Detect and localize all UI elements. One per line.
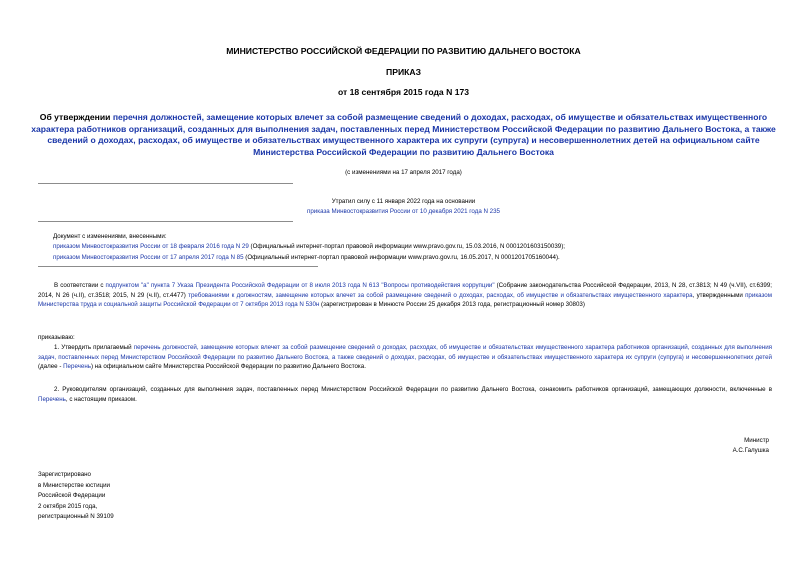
signatory-position: Министр: [744, 437, 769, 444]
list-short-link[interactable]: Перечень: [38, 395, 66, 403]
signature-block: [733, 436, 769, 455]
decree-link[interactable]: подпунктом "а" пункта 7 Указа Президента Российской Федерации от 8 июля 2013 года N 613 "Вопросы противодействия коррупции": [105, 282, 495, 289]
document-date-number: от 18 сентября 2015 года N 173: [337, 87, 470, 97]
changes-link[interactable]: приказом Минвостокразвития России от 17 апреля 2017 года N 85: [53, 254, 244, 261]
changes-intro: Документ с изменениями, внесенными:: [53, 233, 167, 240]
order-word: приказываю:: [38, 334, 75, 341]
title-list-link[interactable]: перечня должностей, замещение которых влечет за собой размещение сведений о доходах, расходах, об имуществе и обязательствах имущественного характера работников организаций, созданных для выполнения задач, поставленных перед Министерством Российской Федерации по развитию Дальнего Востока, а также сведений о доходах, расходах, об имуществе и обязательствах имущественного характера их супруги (супруга) и несовершеннолетних детей на официальном сайте Министерства Российской Федерации по развитию Дальнего Востока: [31, 112, 776, 158]
registration-line: регистрационный N 39109: [38, 513, 114, 521]
changes-text: (Официальный интернет-портал правовой информации www.pravo.gov.ru, 16.05.2017, N 0001201705160044).: [243, 254, 560, 261]
item-text: , с настоящим приказом.: [65, 395, 137, 403]
item-text: 2. Руководителям организаций, созданных для выполнения задач, поставленных перед Министерством Российской Федерации по развитию Дальнего Востока, ознакомить работников организаций, замещающих должности, включенные в: [54, 386, 772, 393]
preamble-text: (Собрание законодательства Российской Федерации, 2013, N 28, ст.3813; N 49 (ч.VII), ст.6399; 2014, N 26 (ч.II), ст.3518; 2015, N 29 (ч.II), ст.4477): [38, 282, 772, 299]
preamble-text: В соответствии с: [54, 282, 106, 289]
list-short-link[interactable]: Перечень: [63, 363, 91, 371]
signatory-name: А.С.Галушка: [732, 446, 769, 454]
title-prefix: Об утверждении: [39, 112, 113, 122]
registration-line: 2 октября 2015 года,: [38, 502, 98, 510]
expiry-link[interactable]: приказа Минвостокразвития России от 10 декабря 2021 года N 235: [307, 208, 500, 215]
changes-text: (Официальный интернет-портал правовой информации www.pravo.gov.ru, 15.03.2016, N 0001201603150039);: [248, 243, 565, 250]
registration-line: Российской Федерации: [38, 492, 106, 500]
document-type: ПРИКАЗ: [386, 67, 421, 77]
labor-ministry-order-link[interactable]: приказом Министерства труда и социальной защиты Российской Федерации от 7 октября 2013 года N 530н: [38, 291, 773, 309]
document-title: [30, 112, 777, 159]
ministry-heading: МИНИСТЕРСТВО РОССИЙСКОЙ ФЕДЕРАЦИИ ПО РАЗВИТИЮ ДАЛЬНЕГО ВОСТОКА: [226, 46, 581, 56]
divider: [38, 183, 293, 184]
registration-block: [38, 470, 114, 523]
order-item-2: [38, 385, 772, 404]
order-item-1: [38, 343, 772, 372]
changes-item: [53, 253, 773, 263]
item-text: ) на официальном сайте Министерства Российской Федерации по развитию Дальнего Востока.: [90, 363, 366, 371]
preamble-text: , утвержденными: [692, 291, 746, 299]
list-link[interactable]: перечень должностей, замещение которых влечет за собой размещение сведений о доходах, расходах, об имуществе и обязательствах имущественного характера работников организаций, созданных для выполнения задач, поставленных перед Министерством Российской Федерации по развитию Дальнего Востока, а также сведений о доходах, расходах, об имуществе и обязательствах имущественного характера их супруги (супруга) и несовершеннолетних детей: [38, 344, 772, 361]
registration-line: в Министерстве юстиции: [38, 481, 111, 489]
requirements-link[interactable]: требованиями к должностям, замещение которых влечет за собой размещение сведений о доходах, расходах, об имуществе и обязательствах имущественного характера: [188, 291, 693, 299]
preamble-paragraph: [38, 281, 772, 310]
divider: [38, 221, 293, 222]
changes-link[interactable]: приказом Минвостокразвития России от 18 февраля 2016 года N 29: [53, 243, 249, 250]
expiry-text: Утратил силу с 11 января 2022 года на основании: [331, 198, 476, 205]
preamble-text: (зарегистрирован в Минюсте России 25 декабря 2013 года, регистрационный номер 30803): [319, 301, 585, 309]
item-text: 1. Утвердить прилагаемый: [54, 344, 134, 351]
revision-note: (с изменениями на 17 апреля 2017 года): [345, 169, 462, 176]
changes-item: [53, 242, 773, 252]
divider: [38, 266, 318, 267]
registration-line: Зарегистрировано: [38, 471, 91, 478]
item-text: (далее -: [38, 363, 64, 371]
